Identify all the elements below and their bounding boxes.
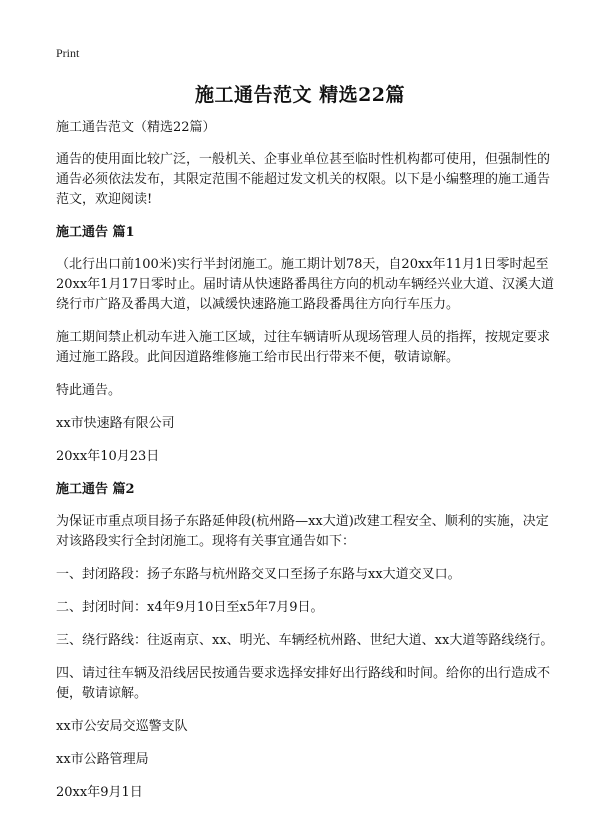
section1-paragraph-2: 施工期间禁止机动车进入施工区域，过往车辆请听从现场管理人员的指挥，按规定要求通过施工路段。此间因道路维修施工给市民出行带来不便，敬请谅解。 [56, 330, 551, 365]
print-label[interactable]: Print [56, 46, 80, 60]
document-body [56, 118, 556, 816]
intro-paragraph: 通告的使用面比较广泛，一般机关、企事业单位甚至临时性机构都可使用，但强制性的通告必须依法发布，其限定范围不能超过发文机关的权限。以下是小编整理的施工通告范文，欢迎阅读! [56, 152, 551, 207]
section2-paragraph-1: 为保证市重点项目扬子东路延伸段(杭州路—xx大道)改建工程安全、顺利的实施，决定对该路段实行全封闭施工。现将有关事宜通告如下： [56, 514, 549, 549]
section2-item-4: 四、请过往车辆及沿线居民按通告要求选择安排好出行路线和时间。给你的出行造成不便，敬请谅解。 [56, 666, 551, 701]
section1-closing: 特此通告。 [56, 383, 122, 398]
section1-organization: xx市快速路有限公司 [56, 416, 175, 431]
section2-item-2: 二、封闭时间：x4年9月10日至x5年7月9日。 [56, 600, 324, 615]
section2-organization-1: xx市公安局交巡警支队 [56, 719, 188, 734]
section1-paragraph-1: （北行出口前100米)实行半封闭施工。施工期计划78天，自20xx年11月1日零时起至20xx年1月17日零时止。届时请从快速路番禺往方向的机动车辆经兴业大道、汉溪大道绕行市广路及番禺大道，以减缓快速路施工路段番禺往方向行车压力。 [56, 257, 555, 312]
section2-date: 20xx年9月1日 [56, 785, 143, 800]
section2-item-3: 三、绕行路线：往返南京、xx、明光、车辆经杭州路、世纪大道、xx大道等路线绕行。 [56, 633, 554, 648]
section2-item-1: 一、封闭路段：扬子东路与杭州路交叉口至扬子东路与xx大道交叉口。 [56, 567, 461, 582]
document-subtitle: 施工通告范文（精选22篇） [56, 120, 216, 135]
section2-organization-2: xx市公路管理局 [56, 752, 149, 767]
section-heading-1: 施工通告 篇1 [56, 225, 135, 240]
page-title: 施工通告范文 精选22篇 [194, 84, 406, 106]
section-heading-2: 施工通告 篇2 [56, 482, 135, 497]
section1-date: 20xx年10月23日 [56, 449, 160, 464]
